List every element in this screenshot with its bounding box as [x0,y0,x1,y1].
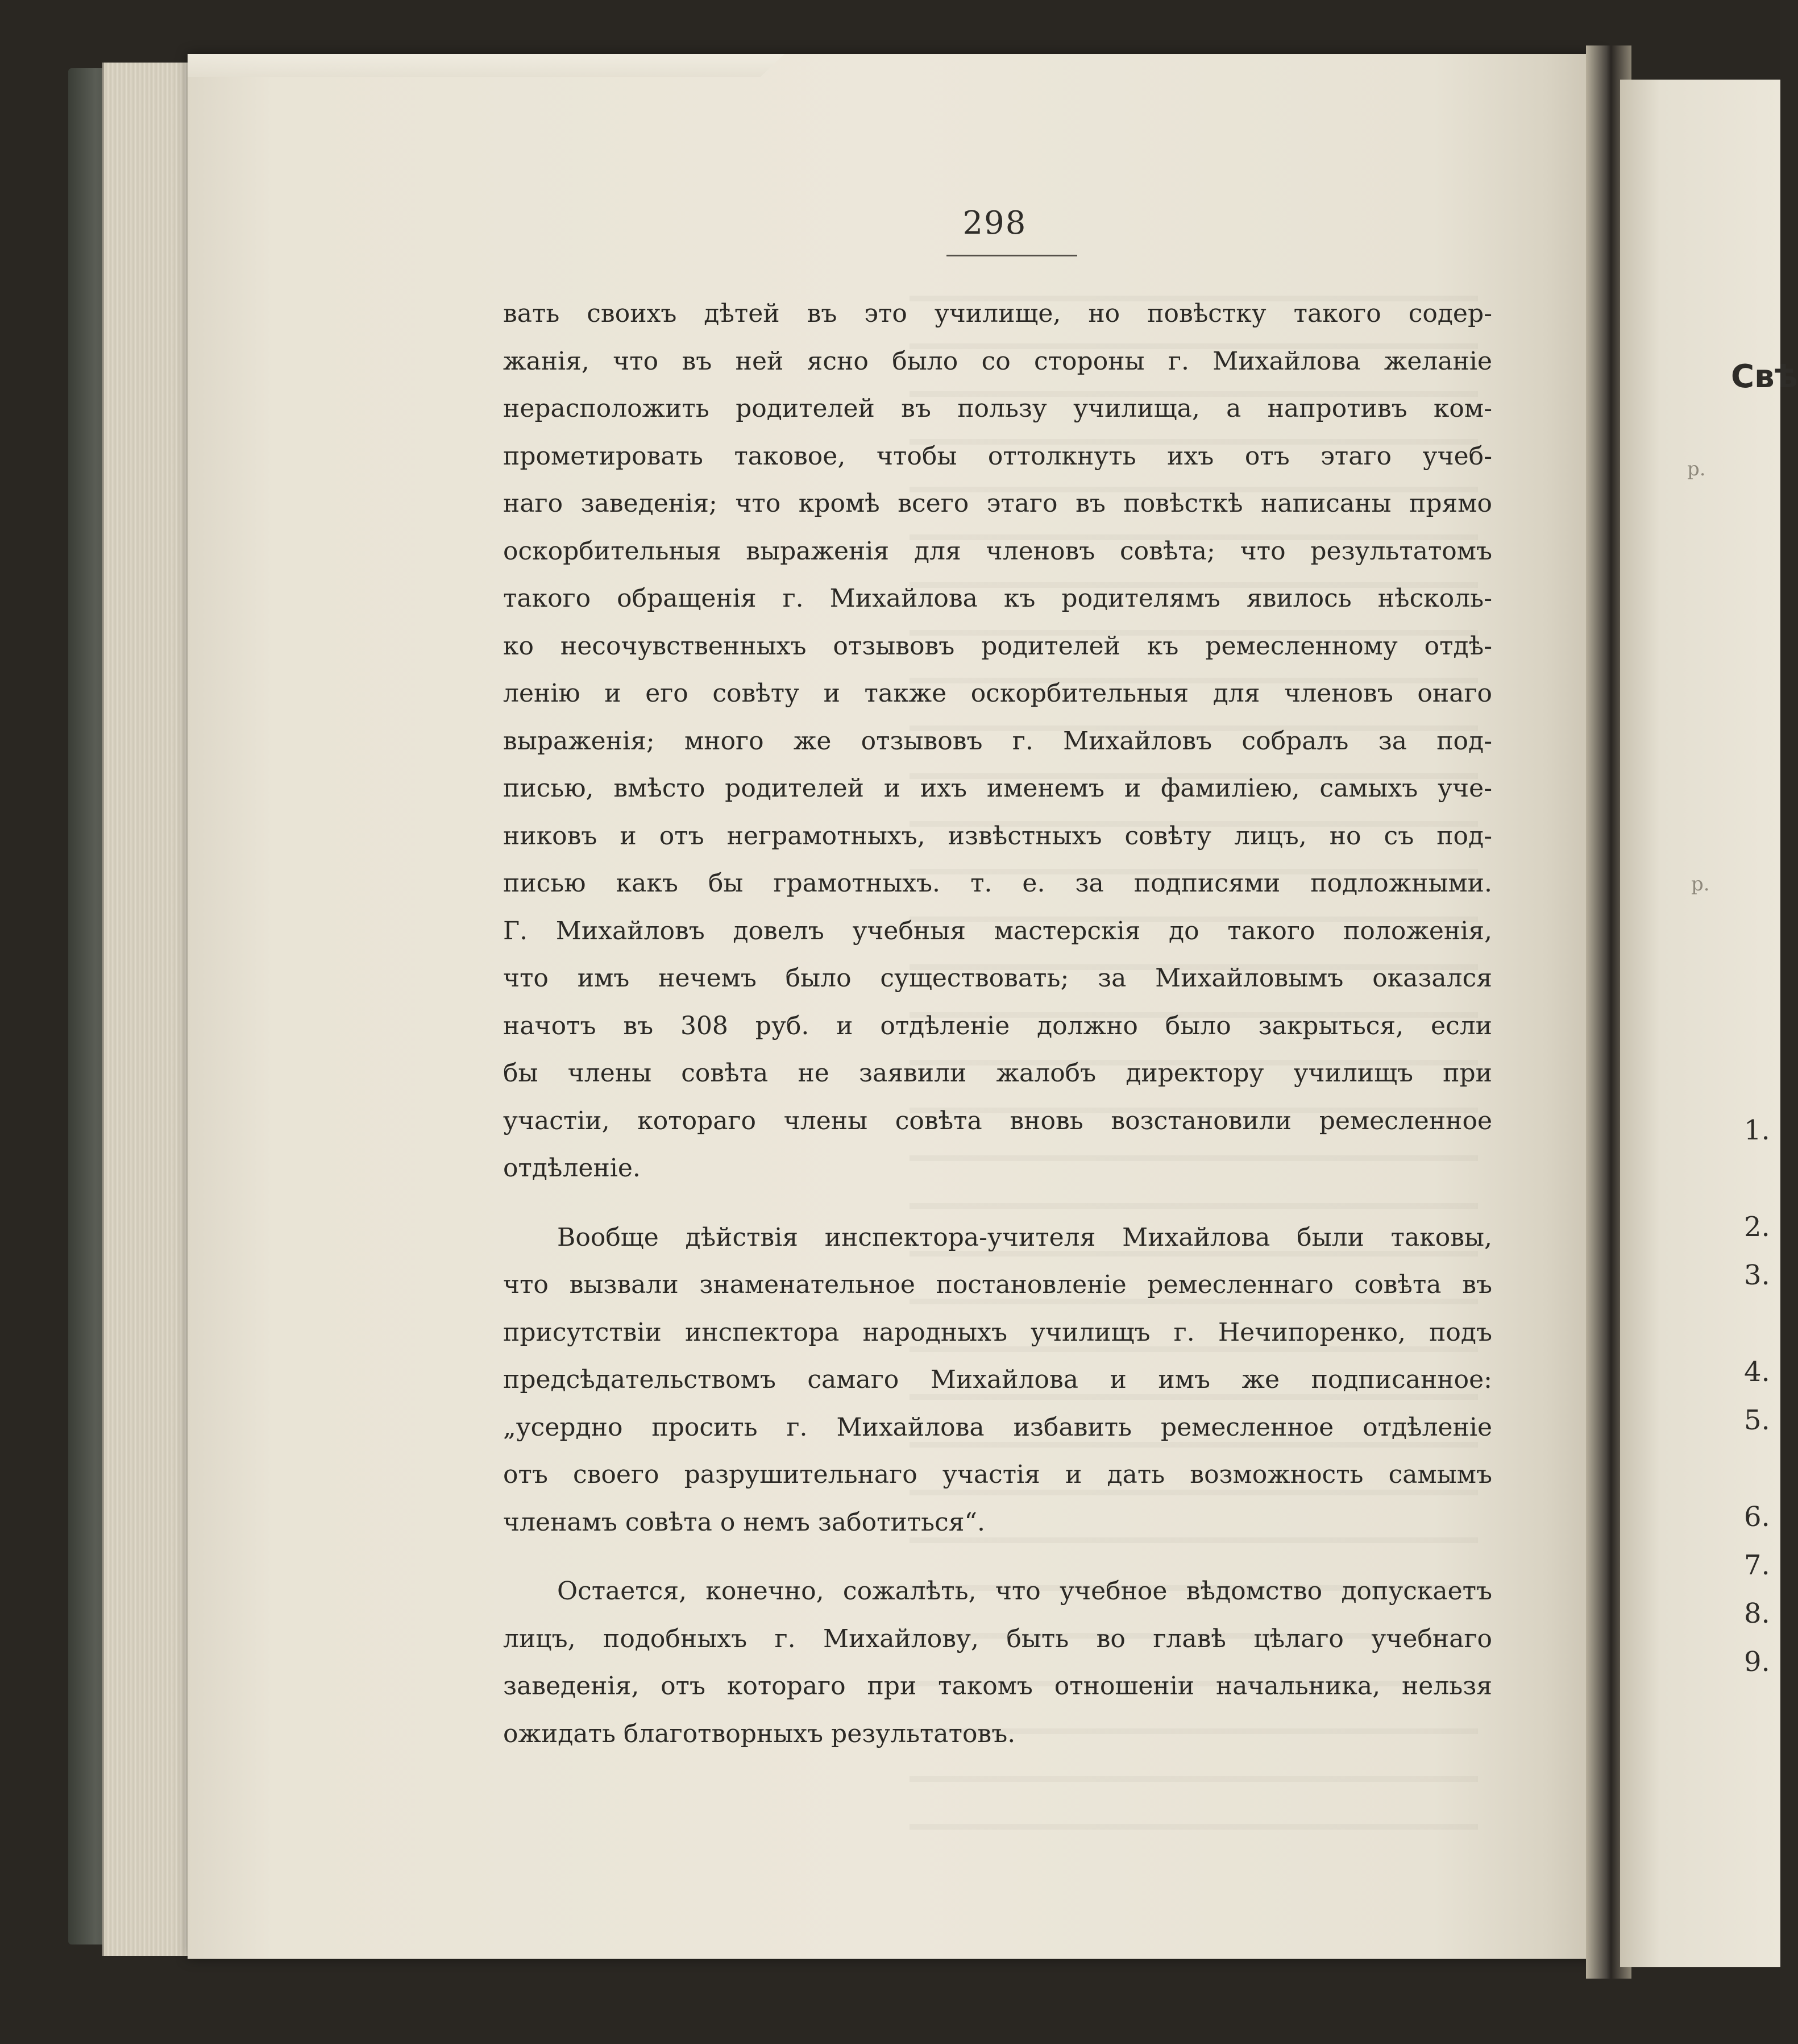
text-line: прометировать таковое, чтобы оттолкнуть ихъ отъ этаго учеб- [503,441,1492,471]
facing-page-heading: Свѣ [1731,358,1798,395]
facing-page-list-number: 9. [1744,1646,1770,1678]
facing-page-list-number: 8. [1744,1598,1770,1630]
paragraph-gap [503,1546,1492,1568]
text-line: предсѣдательствомъ самаго Михайлова и имъ же подписанное: [503,1365,1492,1394]
text-line: оскорбительныя выраженія для членовъ совѣта; что результатомъ [503,536,1492,566]
text-line: ленію и его совѣту и также оскорбительныя для членовъ онаго [503,679,1492,708]
page-number-rule [946,255,1077,256]
text-line: Остается, конечно, сожалѣть, что учебное вѣдомство допускаетъ [557,1577,1492,1606]
paragraph [503,1568,1492,1757]
facing-page-list-number: 7. [1744,1549,1770,1581]
text-line: вать своихъ дѣтей въ это училище, но повѣстку такого содер- [503,299,1492,328]
text-line: участіи, котораго члены совѣта вновь возстановили ремесленное [503,1106,1492,1135]
text-line: отдѣленіе. [503,1154,641,1183]
facing-page-list-number: 5. [1744,1404,1770,1436]
text-line: присутствіи инспектора народныхъ училищъ г. Нечипоренко, подъ [503,1317,1492,1347]
text-line: писью какъ бы грамотныхъ. т. е. за подписями подложными. [503,869,1492,898]
facing-page-margin-letter: р. [1691,873,1710,895]
text-line: лицъ, подобныхъ г. Михайлову, быть во главѣ цѣлаго учебнаго [503,1624,1492,1653]
text-line: нерасположить родителей въ пользу училища, а напротивъ ком- [503,394,1492,423]
text-line: начотъ въ 308 руб. и отдѣленіе должно было закрыться, если [503,1011,1492,1040]
text-line: заведенія, отъ котораго при такомъ отношеніи начальника, нельзя [503,1672,1492,1701]
text-line: членамъ совѣта о немъ заботиться“. [503,1507,985,1537]
text-line: бы члены совѣта не заявили жалобъ директору училищъ при [503,1059,1492,1088]
text-line: наго заведенія; что кромѣ всего этаго въ повѣсткѣ написаны прямо [503,489,1492,518]
text-line: ожидать благотворныхъ результатовъ. [503,1719,1016,1748]
text-line: Вообще дѣйствія инспектора-учителя Михайлова были таковы, [557,1222,1492,1252]
text-line: „усердно просить г. Михайлова избавить ремесленное отдѣленіе [503,1412,1492,1442]
text-line: такого обращенія г. Михайлова къ родителямъ явилось нѣсколь- [503,584,1492,613]
facing-page-list-number: 6. [1744,1501,1770,1533]
facing-page-list-number: 3. [1744,1259,1770,1291]
text-line: жанія, что въ ней ясно было со стороны г. Михайлова желаніе [503,346,1492,376]
body-text [503,290,1492,1757]
facing-page-list-number: 2. [1744,1211,1770,1243]
text-line: ко несочувственныхъ отзывовъ родителей къ ремесленному отдѣ- [503,631,1492,661]
text-line: писью, вмѣсто родителей и ихъ именемъ и фамиліею, самыхъ уче- [503,774,1492,803]
facing-page-list-number: 1. [1744,1114,1770,1146]
page-number: 298 [962,205,1027,242]
page-fold [188,54,784,77]
facing-page-margin-letter: р. [1687,458,1706,480]
paragraph [503,290,1492,1192]
paragraph-gap [503,1192,1492,1214]
text-line: отъ своего разрушительнаго участія и дать возможность самымъ [503,1460,1492,1489]
paragraph [503,1214,1492,1547]
text-line: никовъ и отъ неграмотныхъ, извѣстныхъ совѣту лицъ, но съ под- [503,821,1492,851]
text-line: что вызвали знаменательное постановленіе ремесленнаго совѣта въ [503,1270,1492,1299]
text-line: выраженія; много же отзывовъ г. Михайловъ собралъ за под- [503,726,1492,756]
text-line: Г. Михайловъ довелъ учебныя мастерскія до такого положенія, [503,916,1492,946]
text-line: что имъ нечемъ было существовать; за Михайловымъ оказался [503,964,1492,993]
facing-page-list-number: 4. [1744,1356,1770,1388]
